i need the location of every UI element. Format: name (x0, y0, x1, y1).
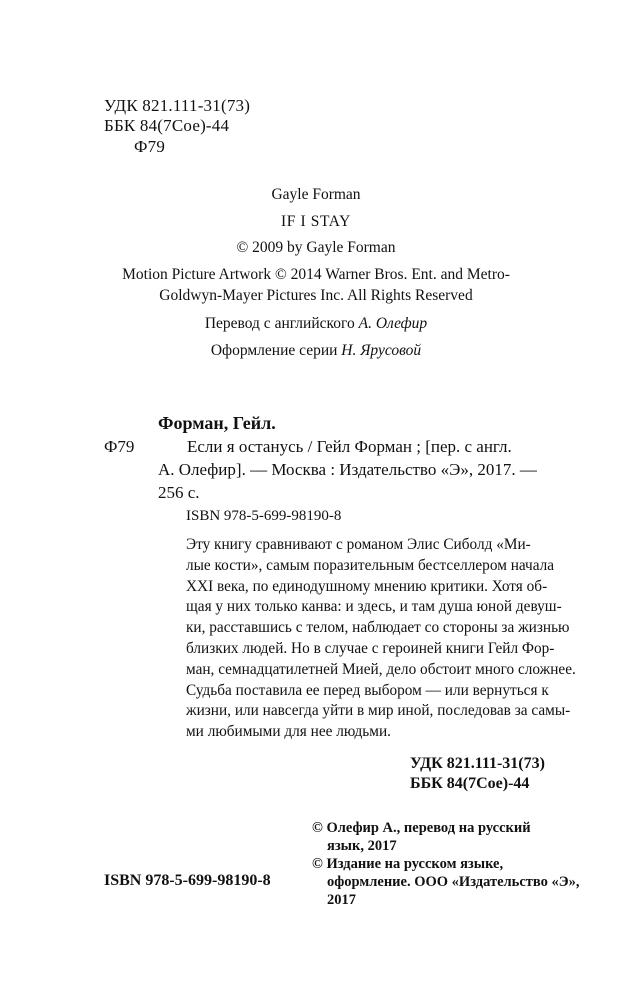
artwork-credit-line-1: Motion Picture Artwork © 2014 Warner Bros. Ent. and Metro- (122, 266, 510, 283)
designer-name: Н. Ярусовой (341, 342, 422, 359)
bottom-udk-code: УДК 821.111-31(73) (410, 755, 545, 772)
catalog-description-line-1: Если я останусь / Гейл Форман ; [пер. с англ. (187, 437, 512, 456)
original-copyright: © 2009 by Gayle Forman (236, 239, 396, 256)
annotation-line: Эту книгу сравнивают с романом Элис Сиболд «Ми- (186, 536, 531, 553)
copyright-edition-line-2: оформление. ООО «Издательство «Э», (327, 874, 580, 890)
bottom-bbk-code: ББК 84(7Сое)-44 (410, 775, 530, 792)
catalog-isbn: ISBN 978-5-699-98190-8 (186, 508, 342, 524)
translator-name: А. Олефир (358, 315, 428, 332)
design-credit (0, 342, 632, 360)
annotation-line: ман, семнадцатилетней Мией, дело обстоит много сложнее. (186, 660, 576, 678)
catalog-description-line-3: 256 с. (158, 483, 200, 502)
udk-code: УДК 821.111-31(73) (104, 96, 251, 115)
bottom-isbn: ISBN 978-5-699-98190-8 (104, 872, 271, 889)
bbk-code: ББК 84(7Сое)-44 (104, 116, 230, 135)
artwork-credit-line-2: Goldwyn-Mayer Pictures Inc. All Rights Reserved (159, 287, 473, 304)
translation-credit (0, 315, 632, 333)
annotation-line: ки, расставшись с телом, наблюдает со стороны за жизнью (186, 619, 570, 637)
annotation-line: ми любимыми для нее людьми. (186, 723, 391, 741)
copyright-edition-line-3: 2017 (327, 892, 356, 908)
copyright-translation-line-2: язык, 2017 (327, 838, 397, 854)
copyright-translation-line-1: © Олефир А., перевод на русский (312, 820, 531, 836)
original-title: IF I STAY (281, 213, 351, 230)
annotation-line: жизни, или навсегда уйти в мир иной, последовав за самы- (186, 702, 571, 720)
catalog-description-line-2: А. Олефир]. — Москва : Издательство «Э», 2017. — (158, 460, 537, 479)
copyright-edition-line-1: © Издание на русском языке, (312, 856, 504, 872)
annotation-line: XXI века, по единодушному мнению критики. Хотя об- (186, 577, 548, 595)
catalog-author-heading: Форман, Гейл. (158, 413, 276, 433)
annotation-line: лые кости», самым поразительным бестселлером начала (186, 556, 555, 574)
author-mark: Ф79 (134, 137, 166, 156)
annotation-line: щая у них только канва: и здесь, и там душа юной девуш- (186, 598, 562, 616)
annotation-line: близких людей. Но в случае с героиней книги Гейл Фор- (186, 639, 555, 657)
catalog-author-mark: Ф79 (104, 437, 135, 456)
annotation-paragraph (186, 535, 576, 743)
translation-label: Перевод с английского (204, 315, 355, 332)
annotation-line: Судьба поставила ее перед выбором — или вернуться к (186, 681, 549, 699)
original-author: Gayle Forman (271, 186, 361, 203)
design-label: Оформление серии (210, 342, 338, 359)
